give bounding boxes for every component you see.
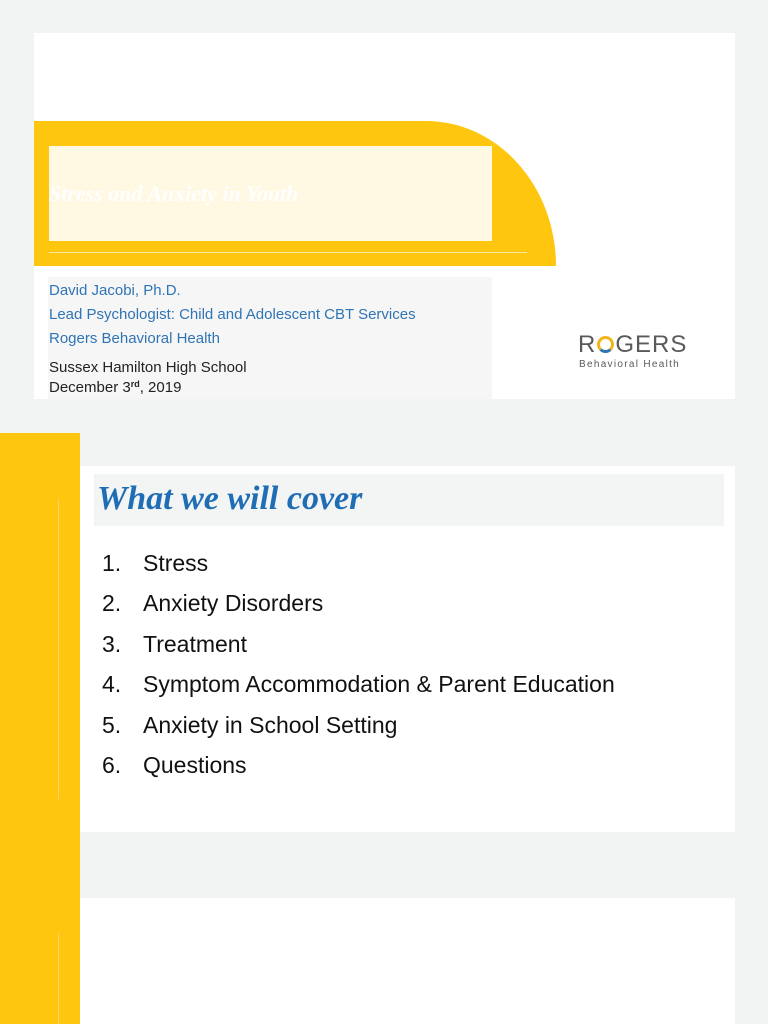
presenter-organization: Rogers Behavioral Health [49,330,220,347]
date-ordinal: rd [130,379,140,389]
strip-guide-line-lower [58,933,59,1024]
agenda-item-number: 2. [102,590,122,617]
title-divider [49,252,527,253]
agenda-item-number: 3. [102,630,122,657]
agenda-item-number: 4. [102,671,122,698]
venue: Sussex Hamilton High School [49,359,247,376]
agenda-title: What we will cover [97,480,363,517]
presentation-date [49,379,181,396]
agenda-slide [80,466,735,832]
logo-word-end: GERS [615,331,688,358]
logo-word-start: R [578,331,597,358]
next-slide-partial [80,898,735,1024]
sun-ring-icon [597,336,614,353]
logo-wordmark [578,331,687,359]
agenda-item-text: Anxiety Disorders [143,590,324,617]
agenda-item-text: Treatment [143,630,247,657]
logo-subtitle: Behavioral Health [579,359,681,370]
agenda-item-text: Anxiety in School Setting [143,711,398,738]
agenda-item-number: 1. [102,550,122,576]
agenda-item-number: 5. [102,711,122,738]
presentation-title: Stress and Anxiety in Youth [49,181,299,206]
date-year: , 2019 [139,379,182,396]
agenda-item-number: 6. [102,751,122,778]
date-prefix: December 3 [49,379,131,396]
rogers-logo [578,331,698,371]
agenda-item-text: Questions [143,751,247,778]
left-accent-strip [0,433,80,1024]
presenter-name: David Jacobi, Ph.D. [49,282,181,299]
strip-guide-line [58,499,59,799]
title-slide [34,33,735,399]
presenter-role: Lead Psychologist: Child and Adolescent CBT Services [49,306,416,323]
agenda-item-text: Symptom Accommodation & Parent Education [143,671,615,698]
agenda-item-text: Stress [143,550,209,576]
